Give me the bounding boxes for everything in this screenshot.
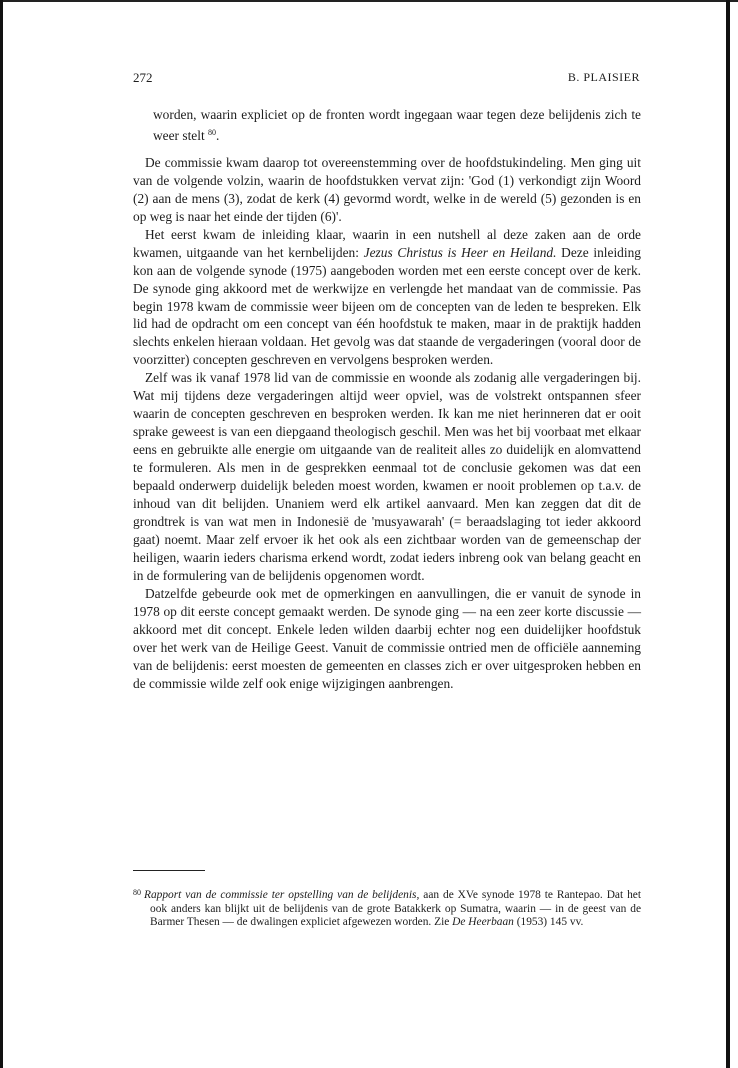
paragraph-text: Het eerst kwam de inleiding klaar, waarin in een nutshell al deze zaken aan de orde kwamen, uitgaande van het kernbelijden: [133, 226, 641, 260]
italic-confession: Jezus Christus is Heer en Heiland. [363, 244, 557, 260]
paragraph-tail: . [216, 127, 220, 143]
scan-top-edge [0, 0, 738, 2]
paragraph-synod-1978: Datzelfde gebeurde ook met de opmerkingen en aanvullingen, die er vanuit de synode in 1978 op dit eerste concept gemaakt werden. De synode ging — na een zeer korte discussie — akkoord met dit concept. Enkele leden wilden daarbij echter nog een duidelijker hoofdstuk over het werk van de Heilige Geest. Vanuit de commissie ontried men de officiële aanneming van de belijdenis: eerst moesten de gemeenten en classes zich er over uitgesproken hebben en de commissie wilde zelf ook enige wijzigingen aanbrengen. [133, 585, 641, 691]
paragraph-introduction [133, 226, 641, 370]
footnote [133, 886, 641, 930]
paragraph-chapter-division: De commissie kwam daarop tot overeenstemming over de hoofdstukindeling. Men ging uit van de volgende volzin, waarin de hoofdstukken vervat zijn: 'God (1) verkondigt zijn Woord (2) aan de mens (3), zodat de kerk (4) gevormd wordt, welke in de wereld (5) gezonden is en op weg is naar het einde der tijden (6)'. [133, 154, 641, 224]
running-head: B. PLAISIER [567, 70, 640, 84]
paragraph-text: worden, waarin expliciet op de fronten wordt ingegaan waar tegen deze belijdenis zich te weer stelt [153, 107, 641, 143]
footnote-reference: 80 [208, 127, 217, 137]
footnote-italic-journal: De Heerbaan [452, 916, 514, 929]
footnote-italic-title: Rapport van de commissie ter opstelling van de belijdenis, [144, 889, 420, 901]
paragraph-continuation [133, 106, 641, 145]
paragraph-commission-meetings: Zelf was ik vanaf 1978 lid van de commissie en woonde als zodanig alle vergaderingen bij. Wat mij tijdens deze vergaderingen altijd weer opviel, was de volstrekt ontspannen sfeer waarin de concepten geschreven en besproken werden. Ik kan me niet herinneren dat er ooit sprake geweest is van een diepgaand theologisch geschil. Men was het bij voorbaat met elkaar eens en gebruikte alle energie om uitgaande van de realiteit alles zo duidelijk en alomvattend te formuleren. Als men in de gesprekken eenmaal tot de conclusie gekomen was dat een bepaald onderwerp duidelijk beleden moest worden, kwamen er nooit problemen op t.a.v. de inhoud van dit belijden. Unaniem werd elk artikel aanvaard. Men kan zeggen dat dit de grondtrek is van wat men in Indonesië de 'musyawarah' (= beraadslaging tot ieder akkoord gaat) noemt. Maar zelf ervoer ik het ook als een zichtbaar worden van de gemeenschap der heiligen, waarin ieders charisma erkend wordt, zodat ieders inbreng ook van belang geacht en in de formulering van de belijdenis opgenomen wordt. [133, 370, 641, 583]
body-text [133, 106, 641, 693]
scan-right-edge [726, 0, 730, 1068]
page-number: 272 [133, 70, 153, 85]
scan-left-edge [0, 0, 3, 1068]
footnote-text: aan de XVe synode 1978 te Rantepao. Dat het ook anders kan blijkt uit de belijdenis van de grote Batakkerk op Sumatra, waarin — in de geest van de Barmer Thesen — de dwalingen expliciet afgewezen worden. Zie [150, 889, 641, 929]
paragraph-text: Deze inleiding kon aan de volgende synode (1975) aangeboden worden met een eerste concept over de kerk. De synode ging akkoord met de werkwijze en verlengde het mandaat van de commissie. Pas begin 1978 kwam de commissie weer bijeen om de concepten van de leden te bespreken. Elk lid had de opdracht om een concept van één hoofdstuk te maken, maar in de praktijk hadden slechts enkelen hieraan voldaan. Het gevolg was dat staande de vergaderingen (vooral door de voorzitter) concepten geschreven en vervolgens besproken werden. [133, 244, 641, 368]
footnote-text-end: (1953) 145 vv. [516, 916, 584, 929]
footnote-mark: 80 [133, 888, 141, 897]
footnote-divider [133, 870, 205, 871]
